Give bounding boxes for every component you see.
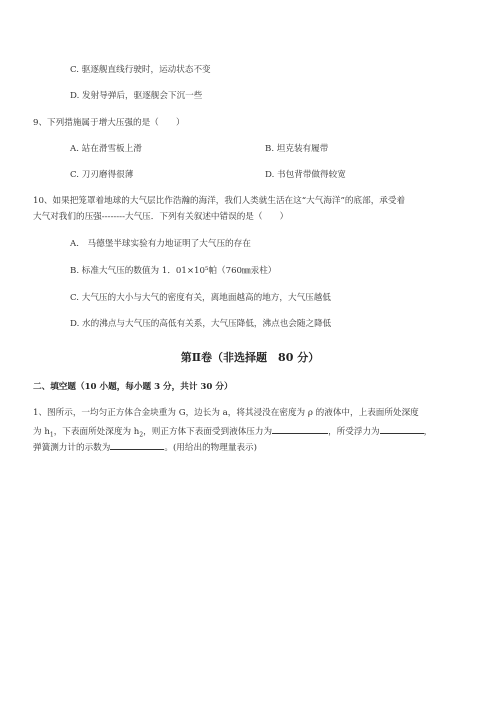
q10-option-c: C. 大气压的大小与大气的密度有关，离地面越高的地方，大气压越低 bbox=[70, 293, 331, 303]
q1-line3-part-b: 。(用给出的物理量表示) bbox=[164, 443, 258, 453]
q9-option-d: D. 书包背带做得较宽 bbox=[265, 170, 346, 180]
q9-option-b: B. 坦克装有履带 bbox=[265, 144, 329, 154]
q1-blank-pressure-force[interactable] bbox=[272, 424, 328, 434]
q1-line2-part-d: ，所受浮力为 bbox=[328, 427, 380, 437]
q9-stem: 9、下列措施属于增大压强的是（ ） bbox=[33, 118, 185, 128]
q10-option-b: B. 标准大气压的数值为 1．01×10⁵帕（760㎜汞柱） bbox=[70, 266, 277, 276]
q1-line3 bbox=[33, 440, 257, 454]
section2-title: 二、填空题（10 小题，每小题 3 分，共计 30 分） bbox=[33, 382, 233, 392]
q10-option-d: D. 水的沸点与大气压的高低有关系，大气压降低，沸点也会随之降低 bbox=[70, 319, 332, 329]
q1-line2-part-b: ，下表面所处深度为 h bbox=[53, 427, 140, 437]
q1-line2-part-e: ， bbox=[423, 427, 433, 437]
q9-option-c: C. 刀刃磨得很薄 bbox=[70, 170, 134, 180]
q1-line1: 1、图所示，一均匀正方体合金块重为 G，边长为 a，将其浸没在密度为 ρ 的液体中，上表面所处深度 bbox=[33, 408, 419, 418]
q1-h2-subscript: 2 bbox=[139, 431, 144, 439]
q1-line2-part-a: 为 h bbox=[33, 427, 50, 437]
q1-h1-subscript: 1 bbox=[49, 431, 54, 439]
q10-stem-line1: 10、如果把笼罩着地球的大气层比作浩瀚的海洋，我们人类就生活在这“大气海洋”的底部，承受着 bbox=[33, 196, 406, 206]
q1-blank-buoyancy[interactable] bbox=[380, 424, 424, 434]
q1-line2-part-c: ，则正方体下表面受到液体压力为 bbox=[143, 427, 273, 437]
q1-line3-part-a: 弹簧测力计的示数为 bbox=[33, 443, 111, 453]
q10-stem-line2: 大气对我们的压强--------大气压．下列有关叙述中错误的是（ ） bbox=[33, 212, 289, 222]
q8-option-d: D. 发射导弹后，驱逐舰会下沉一些 bbox=[70, 91, 203, 101]
q10-option-a: A. 马德堡半球实验有力地证明了大气压的存在 bbox=[70, 239, 251, 249]
q8-option-c: C. 驱逐舰直线行驶时，运动状态不变 bbox=[70, 65, 211, 75]
q1-blank-scale-reading[interactable] bbox=[110, 440, 164, 450]
part2-heading: 第Ⅱ卷（非选择题 80 分） bbox=[180, 351, 320, 364]
q9-option-a: A. 站在滑雪板上滑 bbox=[70, 144, 142, 154]
